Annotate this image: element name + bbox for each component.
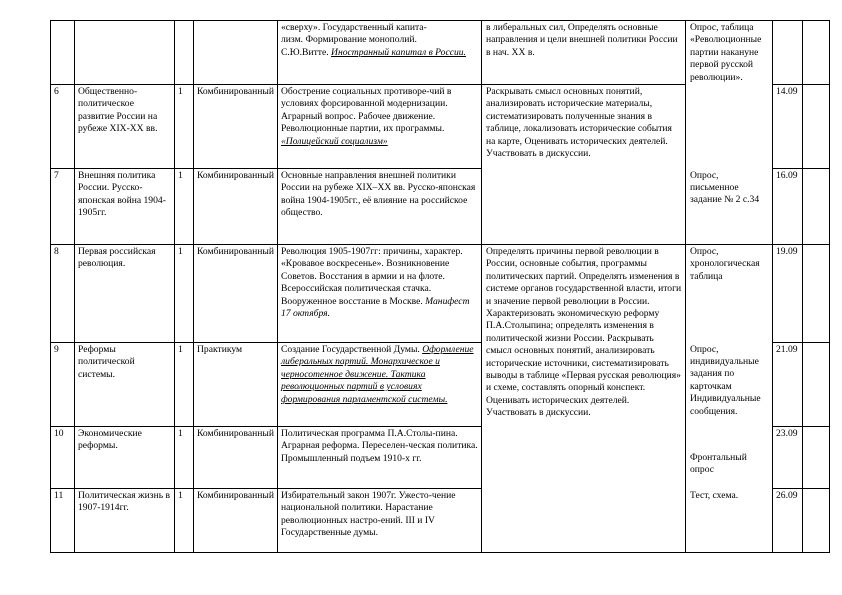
lesson-number: 10	[51, 427, 75, 489]
lesson-number: 9	[51, 343, 75, 427]
lesson-topic	[75, 21, 175, 85]
lesson-date: 26.09	[773, 489, 803, 553]
lesson-date	[773, 21, 803, 85]
content-text: лизм. Формирование монополий.	[281, 34, 417, 46]
student-activities: Определять причины первой революции в России, основные события, программы политических партий. Определять изменения в системе органов государственной власти, итоги и значение первой революции в России. Характеризовать экономическую реформу П.А.Столыпина; определять изменения в политической жизни России. Раскрывать смысл основных понятий, анализировать исторические источники, систематизировать выводы в таблице «Первая русская революция» и схеме, составлять опорный конспект. Оценивать исторических деятелей. Участвовать в дискуссии.	[482, 245, 686, 553]
lesson-type	[194, 21, 278, 85]
lesson-hours: 1	[175, 343, 194, 427]
extra-cell	[803, 489, 830, 553]
lesson-type: Практикум	[194, 343, 278, 427]
content-text: Обострение социальных противоре-чий в условиях форсированной модернизации. Аграрный вопрос. Рабочее движение. Революционные партии, их программы.	[281, 86, 452, 135]
lesson-date: 21.09	[773, 343, 803, 427]
table-row	[51, 85, 830, 169]
lesson-topic: Экономические реформы.	[75, 427, 175, 489]
control-form: Тест, схема.	[686, 489, 773, 553]
lesson-topic: Общественно-политическое развитие России на рубеже XIX-XX вв.	[75, 85, 175, 169]
extra-cell	[803, 343, 830, 427]
table-row	[51, 343, 830, 427]
extra-cell	[803, 21, 830, 85]
lesson-hours: 1	[175, 85, 194, 169]
table-row	[51, 245, 830, 343]
control-form	[686, 427, 773, 489]
content-text: Революция 1905-1907гг: причины, характер. «Кровавое воскресенье». Возникновение Советов. Восстания в армии и на флоте. Всероссийская политическая стачка. Вооруженное восстание в Москве.	[281, 246, 463, 307]
control-form: Опрос, письменное задание № 2 с.34	[686, 169, 773, 245]
content-text: Создание Государственной Думы.	[281, 344, 423, 355]
student-activities: Раскрывать смысл основных понятий, анализировать исторические материалы, систематизировать полученные знания в таблице, локализовать исторические события на карте, Оценивать исторических деятелей. Участвовать в дискуссии.	[482, 85, 686, 245]
lesson-content: Политическая программа П.А.Столы-пина. Аграрная реформа. Переселен-ческая политика. Промышленный подъем 1910-х гг.	[278, 427, 482, 489]
lesson-number: 11	[51, 489, 75, 553]
lesson-number: 8	[51, 245, 75, 343]
table-row	[51, 169, 830, 245]
control-form: Опрос, таблица «Революционные партии накануне первой русской революции».	[686, 21, 773, 85]
lesson-type: Комбинированный	[194, 245, 278, 343]
lesson-date: 23.09	[773, 427, 803, 489]
lesson-content	[278, 245, 482, 343]
table-row	[51, 21, 830, 85]
lesson-content	[278, 343, 482, 427]
table-row	[51, 489, 830, 553]
lesson-number	[51, 21, 75, 85]
lesson-topic: Политическая жизнь в 1907-1914гг.	[75, 489, 175, 553]
extra-cell	[803, 85, 830, 169]
control-form: Опрос, хронологическая таблица	[686, 245, 773, 343]
content-text: Манифест 17 октября.	[281, 295, 470, 320]
lesson-hours	[175, 21, 194, 85]
lesson-date: 14.09	[773, 85, 803, 169]
content-text: «Полицейский социализм»	[281, 135, 388, 147]
table-row	[51, 427, 830, 489]
lesson-type: Комбинированный	[194, 85, 278, 169]
control-form: Опрос, индивидуальные задания по карточкам Индивидуальные сообщения.	[686, 343, 773, 427]
content-text: Оформление либеральных партий. Монархическое и черносотенное движение. Тактика революционных партий в условиях формирования парламентской системы.	[281, 344, 474, 405]
extra-cell	[803, 169, 830, 245]
lesson-number: 7	[51, 169, 75, 245]
content-text: «сверху». Государственный капита-	[281, 22, 427, 33]
control-form-text: Фронтальный опрос	[690, 451, 747, 475]
lesson-date: 19.09	[773, 245, 803, 343]
lesson-content	[278, 85, 482, 169]
lesson-content: Основные направления внешней политики России на рубеже XIX–XX вв. Русско-японская война 1904-1905гг., её влияние на российское общество.	[278, 169, 482, 245]
content-text: Иностранный капитал в России.	[331, 46, 466, 58]
lesson-type: Комбинированный	[194, 169, 278, 245]
lesson-plan-table	[50, 20, 830, 553]
control-form	[686, 85, 773, 169]
lesson-content: Избирательный закон 1907г. Ужесто-чение национальной политики. Нарастание революционных настро-ений. III и IV Государственные думы.	[278, 489, 482, 553]
lesson-topic: Реформы политической системы.	[75, 343, 175, 427]
lesson-type: Комбинированный	[194, 427, 278, 489]
content-text: С.Ю.Витте.	[281, 46, 332, 58]
lesson-number: 6	[51, 85, 75, 169]
lesson-hours: 1	[175, 169, 194, 245]
lesson-hours: 1	[175, 245, 194, 343]
lesson-type: Комбинированный	[194, 489, 278, 553]
lesson-hours: 1	[175, 427, 194, 489]
lesson-topic: Первая российская революция.	[75, 245, 175, 343]
extra-cell	[803, 427, 830, 489]
student-activities: в либеральных сил, Определять основные направления и цели внешней политики России в нач. ХХ в.	[482, 21, 686, 85]
lesson-topic: Внешняя политика России. Русско-японская война 1904-1905гг.	[75, 169, 175, 245]
lesson-date: 16.09	[773, 169, 803, 245]
lesson-content	[278, 21, 482, 85]
extra-cell	[803, 245, 830, 343]
lesson-hours: 1	[175, 489, 194, 553]
